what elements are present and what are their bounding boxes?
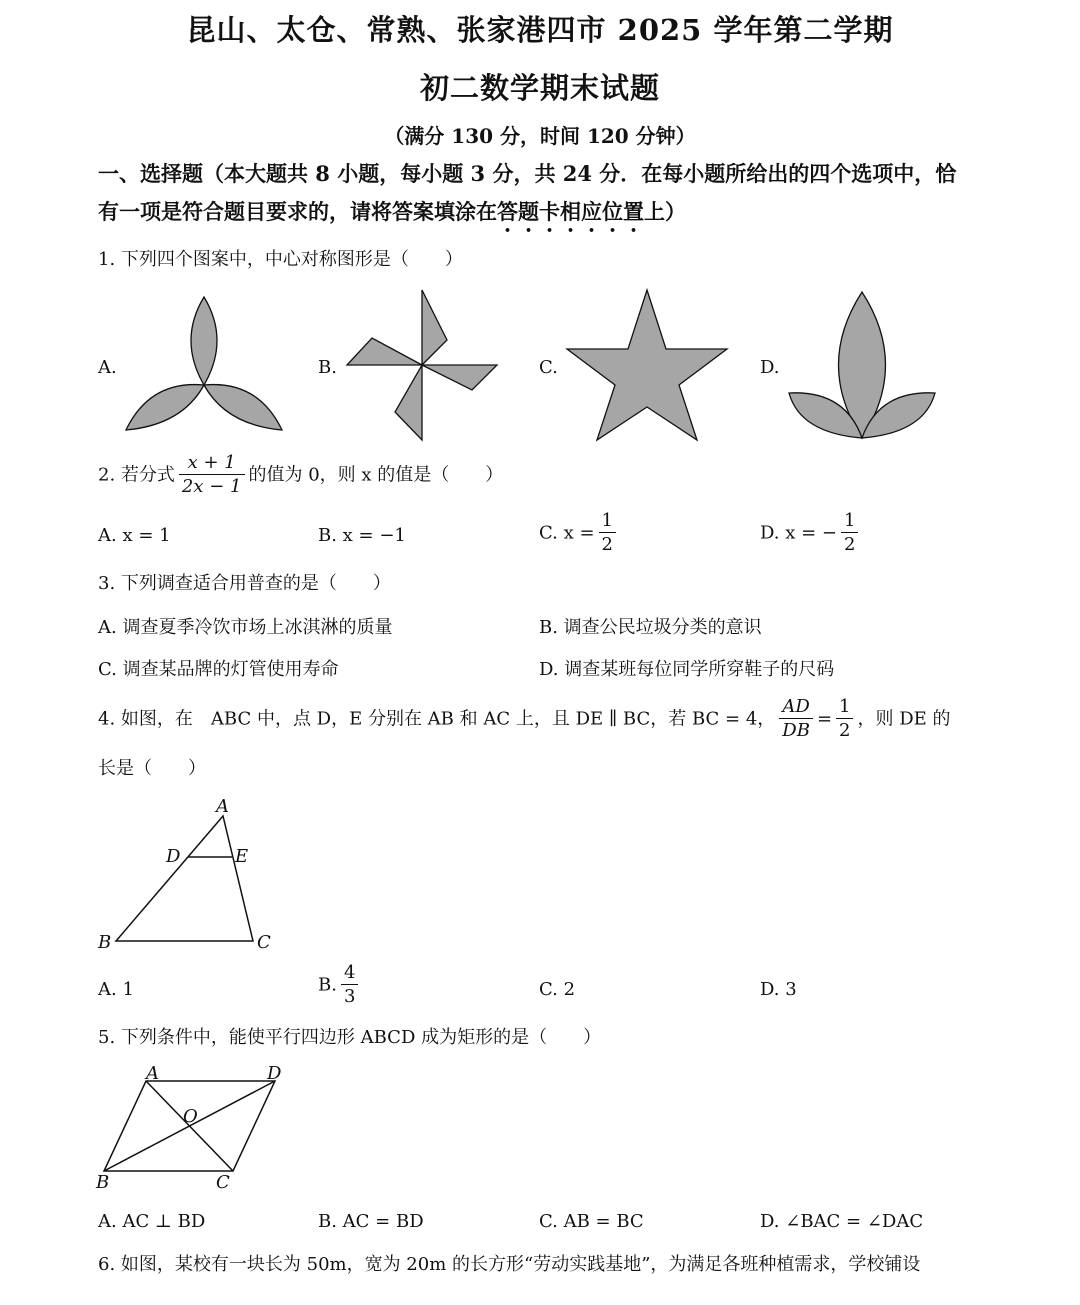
vertex-d-label: D: [267, 1063, 282, 1084]
section-heading: [98, 155, 978, 237]
vertex-b-label: B: [98, 932, 112, 953]
q1-option-c-label: C.: [539, 357, 558, 378]
question-4-stem: 4. 如图，在 ABC 中，点 D，E 分别在 AB 和 AC 上，且 DE ∥ BC，若 BC = 4， $\frac{AD}{DB}$ = $\frac{1}{2}$ ，则 DE 的: [98, 696, 951, 741]
q2-option-d: D. x = − $\frac{1}{2}$: [760, 510, 862, 557]
q2-option-c: C. x = $\frac{1}{2}$: [539, 510, 620, 557]
center-o-label: O: [183, 1106, 198, 1127]
q3-option-b: B. 调查公民垃圾分类的意识: [539, 617, 762, 638]
vertex-e-label: E: [235, 846, 249, 867]
q2-option-b: B. x = −1: [318, 525, 406, 546]
q2-fraction: $\frac{x + 1}{2x - 1}$: [179, 452, 245, 499]
q2-option-d-fraction: $\frac{1}{2}$: [841, 510, 858, 557]
vertex-a-label: A: [146, 1063, 159, 1084]
star-figure: [567, 290, 727, 440]
vertex-d-label: D: [166, 846, 181, 867]
q4-option-a: A. 1: [98, 979, 134, 1000]
q4-option-b-fraction: $\frac{4}{3}$: [341, 962, 358, 1009]
three-petal-figure: [126, 297, 282, 430]
leaves-figure: [789, 292, 935, 438]
exam-title-line1: 昆山、太仓、常熟、张家港四市 2025 学年第二学期: [186, 13, 894, 47]
q4-option-b: B. $\frac{4}{3}$: [318, 962, 362, 1009]
q4-option-d: D. 3: [760, 979, 797, 1000]
q4-option-c: C. 2: [539, 979, 576, 1000]
question-4-stem-line2: 长是（ ）: [98, 758, 206, 779]
q1-option-a-label: A.: [98, 357, 117, 378]
exam-title-line2: 初二数学期末试题: [419, 71, 660, 105]
emphasized-text: 答题卡相应位置: [497, 199, 644, 224]
section-heading-line1: 一、选择题（本大题共 8 小题，每小题 3 分，共 24 分．在每小题所给出的四个选项中，恰: [98, 161, 957, 186]
q3-option-c: C. 调查某品牌的灯管使用寿命: [98, 659, 339, 680]
q4-ratio-fraction: $\frac{AD}{DB}$: [779, 696, 813, 743]
q1-option-b-label: B.: [318, 357, 337, 378]
q5-option-a: A. AC ⊥ BD: [98, 1211, 206, 1232]
question-5-stem: 5. 下列条件中，能使平行四边形 ABCD 成为矩形的是（ ）: [98, 1027, 602, 1048]
q5-option-d: D. ∠BAC = ∠DAC: [760, 1211, 924, 1232]
pinwheel-figure: [347, 290, 497, 440]
vertex-c-label: C: [216, 1172, 230, 1193]
section-heading-line2: 有一项是符合题目要求的，请将答案填涂在答题卡相应位置上）: [98, 199, 686, 224]
vertex-b-label: B: [96, 1172, 110, 1193]
q1-option-d-label: D.: [760, 357, 780, 378]
q3-option-a: A. 调查夏季冷饮市场上冰淇淋的质量: [98, 617, 393, 638]
q5-parallelogram-figure: [88, 1060, 298, 1195]
q2-option-a: A. x = 1: [98, 525, 171, 546]
question-2-stem: 2. 若分式 $\frac{x + 1}{2x - 1}$ 的值为 0，则 x 的值是（ ）: [98, 452, 504, 497]
exam-subtitle: （满分 130 分，时间 120 分钟）: [384, 124, 696, 148]
q2-option-c-fraction: $\frac{1}{2}$: [599, 510, 616, 557]
vertex-a-label: A: [216, 796, 229, 817]
q5-option-c: C. AB = BC: [539, 1211, 644, 1232]
q5-option-b: B. AC = BD: [318, 1211, 424, 1232]
vertex-c-label: C: [257, 932, 271, 953]
q4-triangle-figure: [90, 790, 290, 960]
q1-figures: [0, 285, 1080, 445]
question-6-stem: 6. 如图，某校有一块长为 50m，宽为 20m 的长方形“劳动实践基地”，为满足各班种植需求，学校铺设: [98, 1254, 921, 1275]
question-3-stem: 3. 下列调查适合用普查的是（ ）: [98, 573, 391, 594]
question-1-stem: 1. 下列四个图案中，中心对称图形是（ ）: [98, 249, 463, 270]
q3-option-d: D. 调查某班每位同学所穿鞋子的尺码: [539, 659, 835, 680]
q4-half-fraction: $\frac{1}{2}$: [836, 696, 853, 743]
